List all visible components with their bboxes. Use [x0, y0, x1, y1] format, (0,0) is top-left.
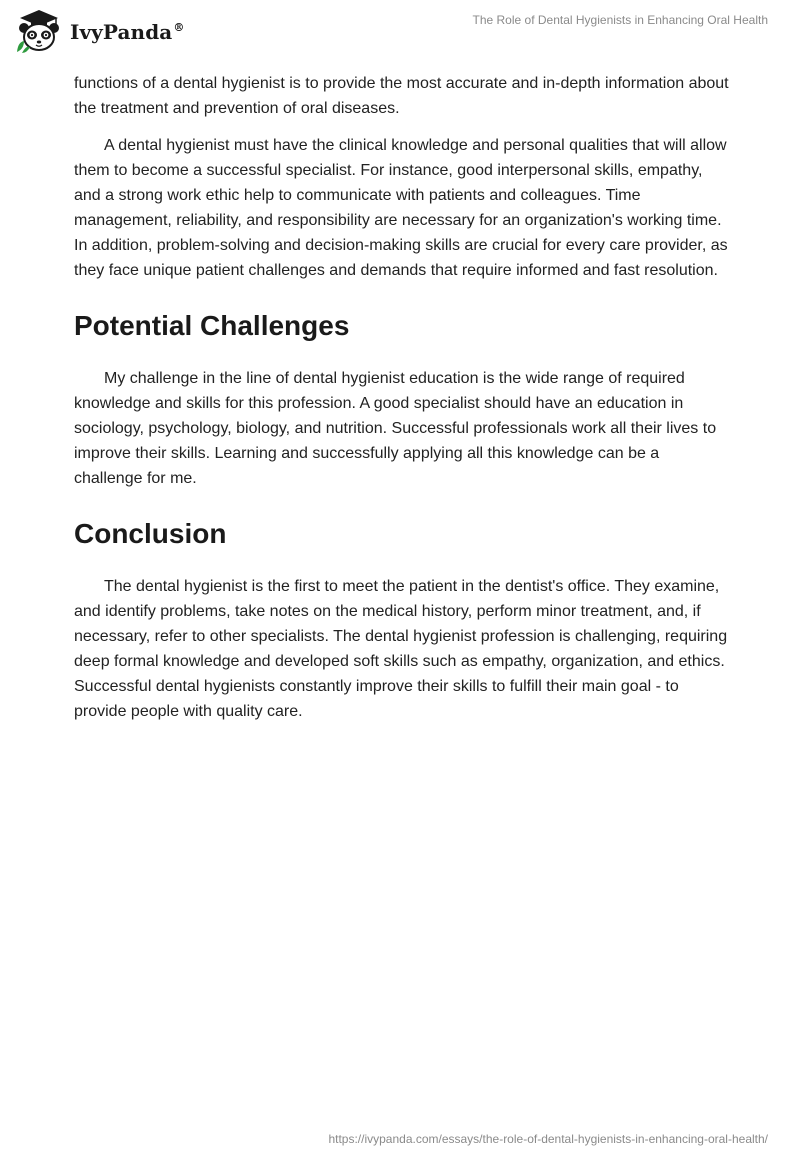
qualities-paragraph: A dental hygienist must have the clinical knowledge and personal qualities that will allow them to become a successful specialist. For instance, good interpersonal skills, empathy, and a strong work ethic help to communicate with patients and colleagues. Time management, reliability, and responsibility are necessary for an organization's working time. In addition, problem-solving and decision-making skills are crucial for every care provider, as they face unique patient challenges and demands that require informed and fast resolution.	[74, 137, 728, 279]
challenges-heading: Potential Challenges	[74, 310, 350, 341]
document-title: The Role of Dental Hygienists in Enhancing Oral Health	[472, 13, 768, 27]
conclusion-heading: Conclusion	[74, 518, 227, 549]
conclusion-paragraph: The dental hygienist is the first to meet the patient in the dentist's office. They examine, and identify problems, take notes on the medical history, perform minor treatment, and, if necessary, refer to other specialists. The dental hygienist profession is challenging, requiring deep formal knowledge and developed soft skills such as empathy, organization, and ethics. Successful dental hygienists constantly improve their skills to fulfill their main goal - to provide people with quality care.	[74, 578, 728, 720]
page-header	[0, 0, 800, 62]
brand-name: IvyPanda®	[70, 20, 185, 44]
source-url-link[interactable]: https://ivypanda.com/essays/the-role-of-dental-hygienists-in-enhancing-oral-health/	[328, 1132, 768, 1146]
panda-graduate-icon	[14, 8, 64, 54]
brand-logo[interactable]	[14, 8, 184, 54]
challenges-paragraph: My challenge in the line of dental hygienist education is the wide range of required knowledge and skills for this profession. A good specialist should have an education in sociology, psychology, biology, and nutrition. Successful professionals work all their lives to improve their skills. Learning and successfully applying all this knowledge can be a challenge for me.	[74, 370, 717, 487]
essay-content	[74, 71, 730, 736]
intro-paragraph: functions of a dental hygienist is to provide the most accurate and in-depth information about the treatment and prevention of oral diseases.	[74, 75, 729, 117]
